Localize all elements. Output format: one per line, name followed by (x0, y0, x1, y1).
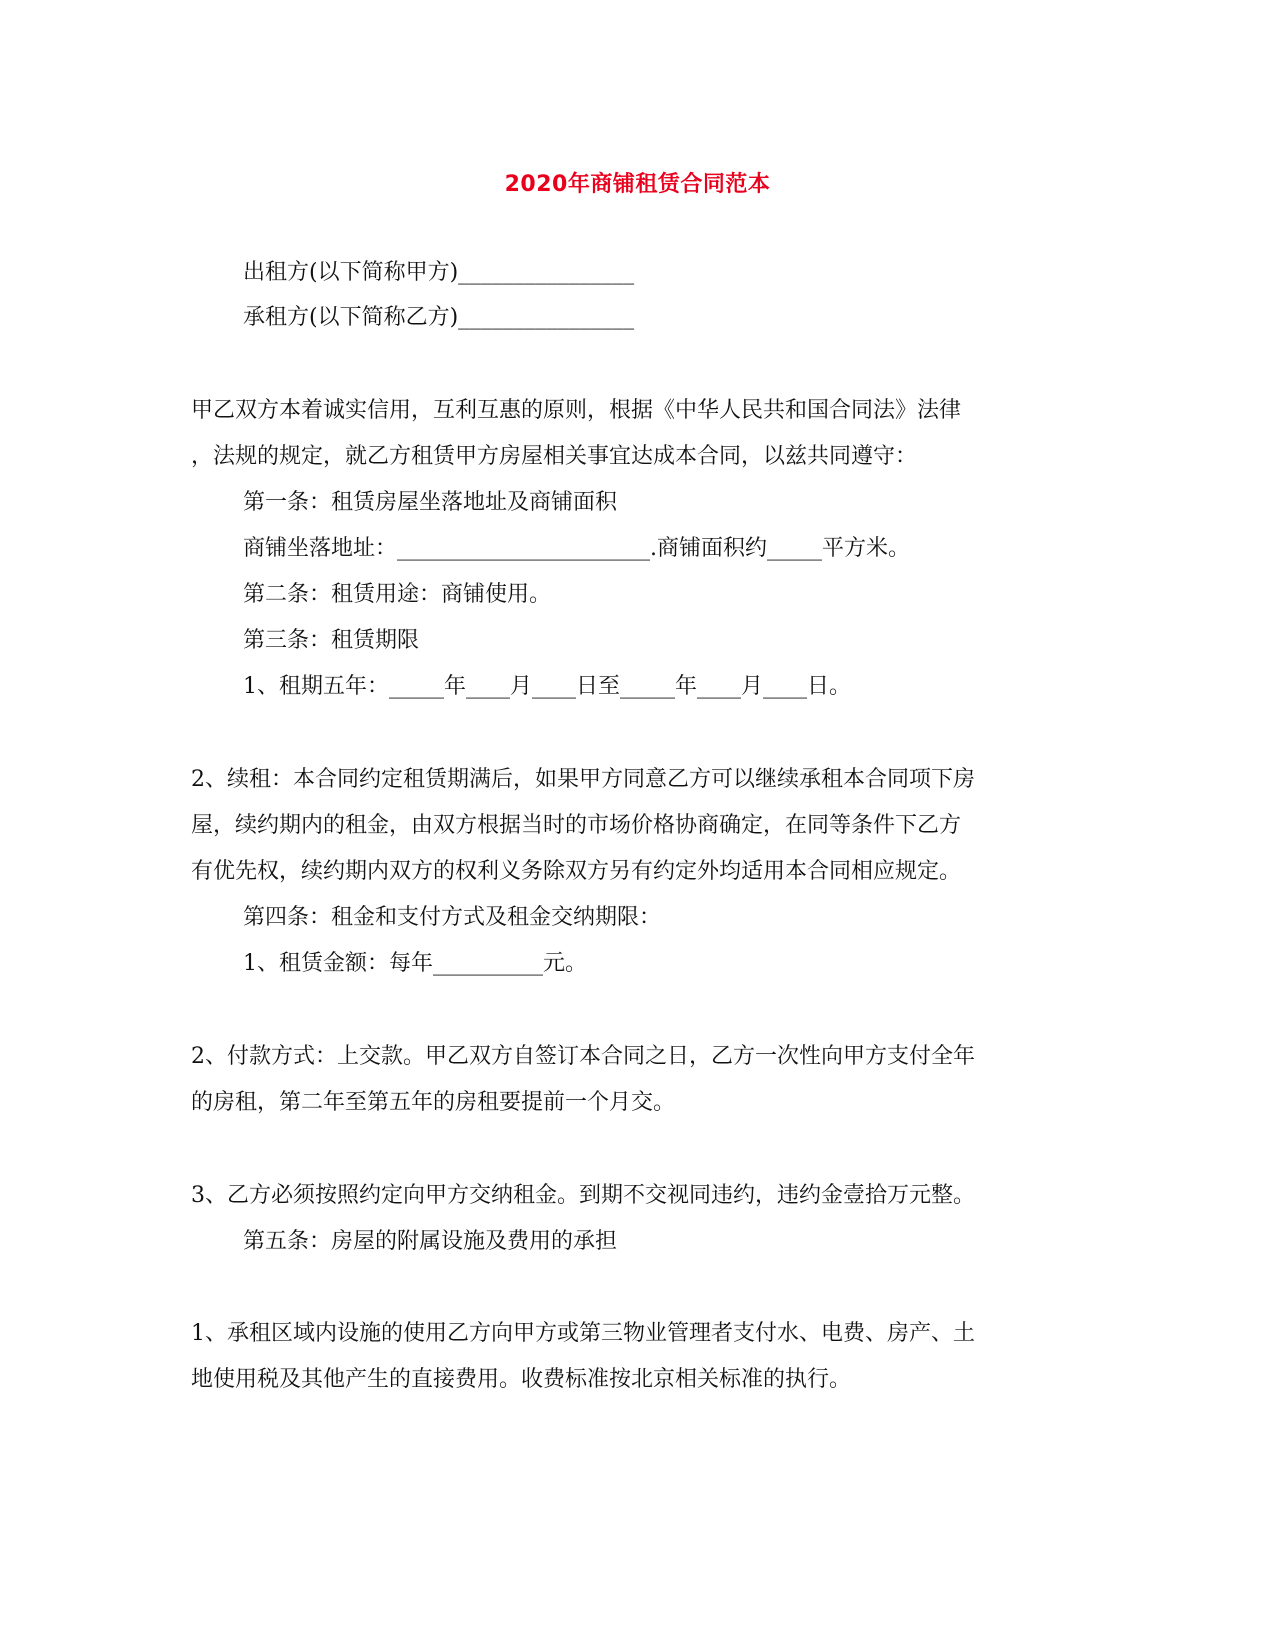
article-4-heading: 第四条：租金和支付方式及租金交纳期限： (243, 905, 662, 930)
article-5-heading: 第五条：房屋的附属设施及费用的承担 (243, 1229, 618, 1254)
article-2-heading: 第二条：租赁用途：商铺使用。 (243, 582, 552, 607)
renewal-line-1: 2、续租：本合同约定租赁期满后，如果甲方同意乙方可以继续承租本合同项下房 (191, 767, 975, 792)
facilities-line-1: 1、承租区域内设施的使用乙方向甲方或第三物业管理者支付水、电费、房产、土 (191, 1321, 975, 1346)
document-title: 2020年商铺租赁合同范本 (504, 172, 771, 197)
lease-term-line: 1、租期五年：_____年____月____日至_____年____月____日。 (243, 674, 851, 699)
renewal-line-2: 屋，续约期内的租金，由双方根据当时的市场价格协商确定，在同等条件下乙方 (191, 813, 962, 838)
penalty-line: 3、乙方必须按照约定向甲方交纳租金。到期不交视同违约，违约金壹拾万元整。 (191, 1183, 975, 1208)
article-3-heading: 第三条：租赁期限 (243, 628, 420, 653)
preamble-line-2: ，法规的规定，就乙方租赁甲方房屋相关事宜达成本合同，以兹共同遵守： (191, 444, 918, 469)
article-1-heading: 第一条：租赁房屋坐落地址及商铺面积 (243, 490, 618, 515)
payment-line-1: 2、付款方式：上交款。甲乙双方自签订本合同之日，乙方一次性向甲方支付全年 (191, 1044, 975, 1069)
shop-address-line: 商铺坐落地址：_______________________.商铺面积约_____平方米。 (243, 536, 910, 561)
payment-line-2: 的房租，第二年至第五年的房租要提前一个月交。 (191, 1090, 676, 1115)
lessee-line: 承租方(以下简称乙方)________________ (243, 305, 635, 330)
preamble-line-1: 甲乙双方本着诚实信用，互利互惠的原则，根据《中华人民共和国合同法》法律 (191, 398, 962, 423)
facilities-line-2: 地使用税及其他产生的直接费用。收费标准按北京相关标准的执行。 (191, 1367, 852, 1392)
rent-amount-line: 1、租赁金额：每年__________元。 (243, 951, 587, 976)
lessor-line: 出租方(以下简称甲方)________________ (243, 260, 635, 285)
renewal-line-3: 有优先权，续约期内双方的权利义务除双方另有约定外均适用本合同相应规定。 (191, 859, 962, 884)
